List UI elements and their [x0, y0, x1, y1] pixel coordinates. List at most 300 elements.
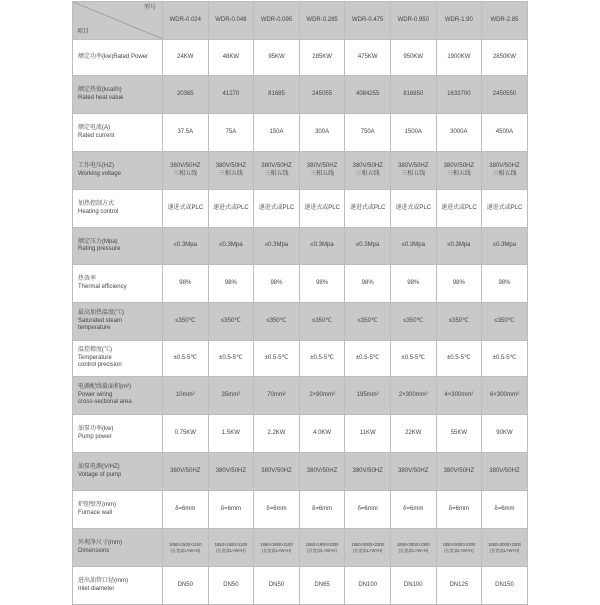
value-cell: [208, 76, 254, 114]
table-row: [73, 152, 528, 190]
row-label: [73, 415, 163, 453]
value-line: 6×300mm²: [490, 391, 519, 398]
value-line: DN150: [495, 581, 514, 588]
value-cell: [436, 377, 482, 415]
value-line: 1850×3000×2300: [351, 541, 385, 547]
value-cell: [299, 415, 345, 453]
value-cell: [390, 567, 436, 605]
value-cell: [163, 491, 209, 529]
row-label-line: 电源配线截面积(m²): [78, 384, 131, 391]
value-cell: [254, 415, 300, 453]
row-label: [73, 303, 163, 341]
value-line: 95KW: [268, 53, 285, 60]
value-line: 1850×1500×1100: [169, 541, 202, 547]
value-line: ≤350℃: [312, 317, 333, 324]
value-cell: [299, 567, 345, 605]
value-cell: [254, 377, 300, 415]
model-header: WDR-2.85: [482, 2, 528, 40]
value-line: δ=6mm: [494, 505, 515, 512]
model-header: WDR-0.095: [254, 2, 300, 40]
table-row: [73, 190, 528, 228]
model-header: WDR-0.950: [390, 2, 436, 40]
value-line: ≤0.3Mpa: [356, 242, 380, 249]
value-cell: [345, 265, 391, 303]
table-row: [73, 453, 528, 491]
value-cell: [208, 453, 254, 491]
value-cell: [345, 190, 391, 228]
value-cell: [254, 341, 300, 377]
value-line: ±0.5-5℃: [264, 354, 289, 361]
table-row: [73, 491, 528, 529]
value-line: 35mm²: [221, 391, 241, 398]
row-label-line: Rated current: [78, 132, 115, 139]
value-line: 1850×3000×2300: [488, 541, 521, 547]
value-cell: [390, 228, 436, 265]
value-line: ≤0.3Mpa: [492, 242, 517, 249]
value-line: ≤0.3Mpa: [401, 242, 425, 249]
value-line: 递进式或PLC: [304, 204, 340, 211]
value-cell: [436, 491, 482, 529]
row-label-line: Saturated steam: [78, 317, 123, 324]
value-line: ≤350℃: [494, 317, 515, 324]
value-line: 1850×3000×2300: [442, 541, 476, 547]
value-cell: [436, 190, 482, 228]
value-cell: [299, 453, 345, 491]
row-label-line: 加热控制方式: [78, 201, 115, 207]
value-line: 55KW: [450, 429, 468, 436]
value-line: 380V/50HZ: [489, 467, 520, 474]
table-row: [73, 341, 528, 377]
value-line: 245055: [312, 90, 333, 97]
row-label: [73, 152, 163, 190]
value-line: δ=6mm: [403, 505, 424, 512]
value-line: 48KW: [222, 53, 240, 60]
value-cell: [299, 152, 345, 190]
row-label: [73, 377, 163, 415]
value-line: 1900KW: [447, 53, 471, 60]
model-header: WDR-0.285: [299, 2, 345, 40]
value-cell: [390, 341, 436, 377]
value-cell: [436, 114, 482, 152]
value-line: 380V/50HZ: [170, 163, 201, 169]
value-cell: [254, 228, 300, 265]
value-line: ≤0.3Mpa: [447, 242, 471, 249]
value-cell: [299, 228, 345, 265]
value-line: 0.75KW: [174, 429, 196, 436]
value-cell: [299, 76, 345, 114]
value-cell: [208, 303, 254, 341]
value-cell: [390, 190, 436, 228]
row-label-line: 进出油管口径(mm): [78, 578, 128, 584]
value-line: δ=6mm: [266, 505, 287, 512]
value-line: 98%: [361, 279, 374, 286]
value-line: 4084255: [355, 90, 380, 97]
value-line: 98%: [316, 279, 329, 286]
table-row: [73, 529, 528, 567]
value-line: 750A: [360, 128, 375, 135]
value-line: 2×90mm²: [309, 391, 335, 398]
value-line: ≤0.3Mpa: [310, 242, 334, 249]
table-row: [73, 40, 528, 76]
row-label-line: Voltage of pump: [78, 471, 122, 478]
value-cell: [254, 303, 300, 341]
value-cell: [390, 114, 436, 152]
row-label-line: Dimensions: [78, 547, 110, 554]
value-cell: [436, 453, 482, 491]
model-header: WDR-0.475: [345, 2, 391, 40]
value-line: 41270: [222, 90, 240, 97]
value-cell: [163, 341, 209, 377]
value-line: 380V/50HZ: [261, 163, 292, 169]
value-line: δ=6mm: [448, 505, 469, 512]
row-label-line: 炉胆壁厚(mm): [78, 502, 116, 508]
value-line: (长宽高L×W×H): [398, 547, 429, 553]
value-cell: [390, 529, 436, 567]
row-label-line: 热效率: [78, 276, 97, 282]
value-cell: [208, 265, 254, 303]
value-line: 三相五线: [218, 170, 243, 177]
value-line: (长宽高L×W×H): [444, 547, 474, 553]
value-line: 递进式或PLC: [167, 204, 204, 211]
value-line: DN100: [403, 581, 423, 588]
value-line: 4.0KW: [313, 429, 332, 436]
value-line: (长宽高L×W×H): [307, 547, 337, 553]
model-header: WDR-0.048: [208, 2, 254, 40]
value-cell: [299, 377, 345, 415]
value-cell: [299, 40, 345, 76]
value-cell: [345, 228, 391, 265]
value-cell: [345, 415, 391, 453]
row-label-line: 额定电流(A): [78, 125, 110, 131]
value-cell: [254, 529, 300, 567]
value-line: 380V/50HZ: [215, 163, 247, 169]
value-line: ≤350℃: [175, 317, 196, 324]
value-line: ±0.5-5℃: [219, 354, 243, 361]
row-label-line: Heating control: [78, 208, 119, 215]
value-line: 816850: [403, 90, 424, 97]
table-row: [73, 567, 528, 605]
spec-table: [72, 1, 528, 605]
value-line: δ=6mm: [311, 505, 333, 512]
value-line: 475KW: [357, 53, 378, 60]
value-line: ±0.5-5℃: [310, 354, 334, 361]
row-label-line: 最高加热温度(℃): [78, 310, 124, 317]
value-cell: [390, 491, 436, 529]
value-line: 98%: [270, 279, 283, 286]
value-line: 950KW: [403, 53, 424, 60]
value-line: 递进式或PLC: [213, 204, 249, 211]
value-cell: [436, 76, 482, 114]
value-cell: [482, 228, 528, 265]
value-cell: [208, 40, 254, 76]
value-cell: [299, 190, 345, 228]
value-cell: [208, 228, 254, 265]
value-cell: [208, 190, 254, 228]
value-line: ±0.5-5℃: [355, 354, 380, 361]
row-label: [73, 190, 163, 228]
value-cell: [345, 152, 391, 190]
value-line: 2850KW: [492, 53, 516, 60]
value-line: 1850×1500×1100: [214, 541, 248, 547]
value-cell: [436, 415, 482, 453]
value-line: 98%: [407, 279, 420, 286]
row-label-line: Furnace wall: [78, 509, 113, 516]
row-label: [73, 76, 163, 114]
value-line: 81685: [268, 90, 285, 97]
row-label-line: 油泵电源(V/HZ): [78, 464, 120, 470]
row-label-line: 温控精度(℃): [78, 347, 112, 354]
row-label: [73, 40, 163, 76]
value-cell: [390, 265, 436, 303]
value-line: 380V/50HZ: [261, 467, 292, 474]
value-cell: [390, 152, 436, 190]
value-cell: [436, 152, 482, 190]
value-line: 98%: [452, 279, 465, 286]
value-line: 380V/50HZ: [352, 163, 383, 169]
row-label: [73, 529, 163, 567]
row-label-line: 额定压力(Mpa): [78, 238, 118, 245]
row-label-line: Working voltage: [78, 170, 121, 177]
value-line: 1633700: [447, 90, 471, 97]
value-cell: [163, 377, 209, 415]
value-cell: [163, 453, 209, 491]
value-line: 递进式或PLC: [349, 204, 386, 211]
value-line: (长宽高L×W×H): [261, 547, 292, 553]
value-line: DN125: [449, 581, 469, 588]
value-line: 75A: [225, 128, 237, 135]
value-line: 22KW: [405, 429, 422, 436]
value-line: ≤350℃: [266, 317, 287, 324]
row-label: [73, 114, 163, 152]
value-cell: [482, 190, 528, 228]
value-line: ±0.5-5℃: [447, 354, 471, 361]
value-cell: [254, 190, 300, 228]
value-line: 1850×1900×2300: [305, 541, 339, 547]
value-cell: [436, 228, 482, 265]
row-label-line: cross-sectional area: [78, 399, 132, 406]
value-cell: [299, 341, 345, 377]
value-cell: [163, 265, 209, 303]
value-cell: [163, 567, 209, 605]
value-line: 380V/50HZ: [443, 163, 475, 169]
value-cell: [482, 114, 528, 152]
value-cell: [482, 341, 528, 377]
corner-item-label: 项目: [77, 28, 90, 35]
value-cell: [482, 491, 528, 529]
value-line: 三相五线: [264, 170, 289, 177]
value-cell: [482, 303, 528, 341]
table-row: [73, 228, 528, 265]
value-line: 380V/50HZ: [215, 467, 247, 474]
value-cell: [163, 529, 209, 567]
value-cell: [436, 265, 482, 303]
table-row: [73, 303, 528, 341]
value-line: 300A: [315, 128, 330, 135]
value-cell: [482, 415, 528, 453]
value-cell: [482, 40, 528, 76]
value-cell: [254, 567, 300, 605]
row-label: [73, 228, 163, 265]
value-cell: [390, 453, 436, 491]
value-line: 递进式或PLC: [258, 204, 295, 211]
value-cell: [163, 228, 209, 265]
value-cell: [436, 341, 482, 377]
row-label: [73, 567, 163, 605]
row-label-line: 额定功率(kw)Rated Power: [78, 53, 149, 60]
value-cell: [208, 567, 254, 605]
value-line: 380V/50HZ: [306, 467, 338, 474]
value-cell: [390, 40, 436, 76]
value-cell: [208, 341, 254, 377]
value-line: DN65: [314, 581, 330, 588]
value-cell: [436, 40, 482, 76]
value-cell: [299, 529, 345, 567]
row-label-line: 油泵功率(kw): [78, 426, 114, 432]
value-line: 90KW: [496, 429, 513, 436]
value-cell: [208, 114, 254, 152]
value-cell: [345, 377, 391, 415]
table-row: [73, 265, 528, 303]
value-line: 递进式或PLC: [486, 204, 523, 211]
value-cell: [482, 567, 528, 605]
value-cell: [436, 567, 482, 605]
row-label: [73, 265, 163, 303]
value-line: 递进式或PLC: [441, 204, 477, 211]
value-line: ≤0.3Mpa: [219, 242, 243, 249]
value-line: DN100: [358, 581, 378, 588]
value-line: 380V/50HZ: [398, 467, 429, 474]
row-label-line: Temperature: [78, 354, 112, 361]
value-line: 98%: [224, 279, 237, 286]
value-cell: [345, 76, 391, 114]
value-cell: [345, 491, 391, 529]
value-cell: [299, 114, 345, 152]
value-line: 2×300mm²: [398, 391, 428, 398]
row-label-line: Thermal efficiency: [78, 283, 127, 290]
value-cell: [345, 341, 391, 377]
value-line: 380V/50HZ: [443, 467, 475, 474]
value-line: 285KW: [312, 53, 332, 60]
value-cell: [482, 265, 528, 303]
value-line: 380V/50HZ: [352, 467, 383, 474]
value-cell: [345, 567, 391, 605]
value-line: 380V/50HZ: [306, 163, 338, 169]
value-line: ≤0.3Mpa: [264, 242, 289, 249]
value-cell: [254, 152, 300, 190]
value-cell: [345, 40, 391, 76]
value-line: δ=6mm: [175, 505, 196, 512]
value-cell: [482, 76, 528, 114]
value-line: 10mm²: [175, 391, 195, 398]
value-cell: [390, 303, 436, 341]
value-line: (长宽高L×W×H): [352, 547, 383, 553]
value-line: (长宽高L×W×H): [216, 547, 246, 553]
value-cell: [345, 303, 391, 341]
value-cell: [163, 152, 209, 190]
table-row: [73, 415, 528, 453]
value-line: ≤350℃: [403, 317, 424, 324]
value-line: 三相五线: [446, 170, 471, 177]
value-cell: [390, 76, 436, 114]
row-label: [73, 453, 163, 491]
value-cell: [254, 265, 300, 303]
value-line: 1.5KW: [221, 429, 240, 436]
value-cell: [482, 453, 528, 491]
header-corner-cell: [73, 2, 163, 40]
row-label-line: temperature: [78, 325, 111, 332]
value-line: 380V/50HZ: [170, 467, 201, 474]
value-line: 380V/50HZ: [398, 163, 429, 169]
row-label: [73, 341, 163, 377]
value-cell: [208, 152, 254, 190]
value-cell: [208, 415, 254, 453]
value-line: 4×300mm²: [444, 391, 474, 398]
value-cell: [345, 114, 391, 152]
value-line: 380V/50HZ: [489, 163, 520, 169]
value-cell: [163, 40, 209, 76]
value-line: ≤0.3Mpa: [173, 242, 197, 249]
value-line: ±0.5-5℃: [173, 354, 198, 361]
value-cell: [436, 529, 482, 567]
value-line: 1500A: [404, 128, 422, 135]
value-line: 三相五线: [173, 170, 198, 177]
row-label-line: 外观净尺寸(mm): [78, 540, 122, 546]
value-cell: [299, 265, 345, 303]
value-cell: [254, 114, 300, 152]
row-label-line: 工作电压(HZ): [78, 163, 114, 169]
row-label-line: Inlet diameter: [78, 585, 115, 592]
model-header: WDR-1.90: [436, 2, 482, 40]
row-label-line: 额定热值(kcal/h): [78, 87, 122, 93]
value-cell: [482, 529, 528, 567]
table-row: [73, 377, 528, 415]
table-row: [73, 114, 528, 152]
value-line: 三相五线: [355, 170, 380, 177]
value-line: 70mm²: [267, 391, 286, 398]
row-label-line: Pump power: [78, 433, 112, 440]
value-cell: [482, 377, 528, 415]
value-cell: [163, 415, 209, 453]
value-line: 150A: [269, 128, 284, 135]
value-line: 三相五线: [310, 170, 335, 177]
header-row: [73, 2, 528, 40]
value-line: ≤350℃: [448, 317, 469, 324]
value-cell: [299, 303, 345, 341]
value-line: (长宽高L×W×H): [489, 547, 520, 553]
value-cell: [254, 40, 300, 76]
value-line: 98%: [498, 279, 511, 286]
value-line: ±0.5-5℃: [401, 354, 426, 361]
value-line: ≤350℃: [220, 317, 241, 324]
value-cell: [254, 76, 300, 114]
value-cell: [208, 491, 254, 529]
value-line: DN50: [223, 581, 239, 588]
table-row: [73, 76, 528, 114]
value-line: δ=6mm: [220, 505, 241, 512]
value-line: 20365: [176, 90, 194, 97]
value-line: 递进式或PLC: [395, 204, 432, 211]
value-line: DN50: [268, 581, 285, 588]
value-line: 三相五线: [492, 170, 517, 177]
value-line: ±0.5-5℃: [492, 354, 517, 361]
value-line: 11KW: [359, 429, 376, 436]
model-header: WDR-0.024: [163, 2, 209, 40]
row-label-line: Power wiring: [78, 391, 113, 398]
value-cell: [345, 529, 391, 567]
value-cell: [345, 453, 391, 491]
row-label-line: Rating pressure: [78, 246, 121, 252]
value-cell: [254, 491, 300, 529]
